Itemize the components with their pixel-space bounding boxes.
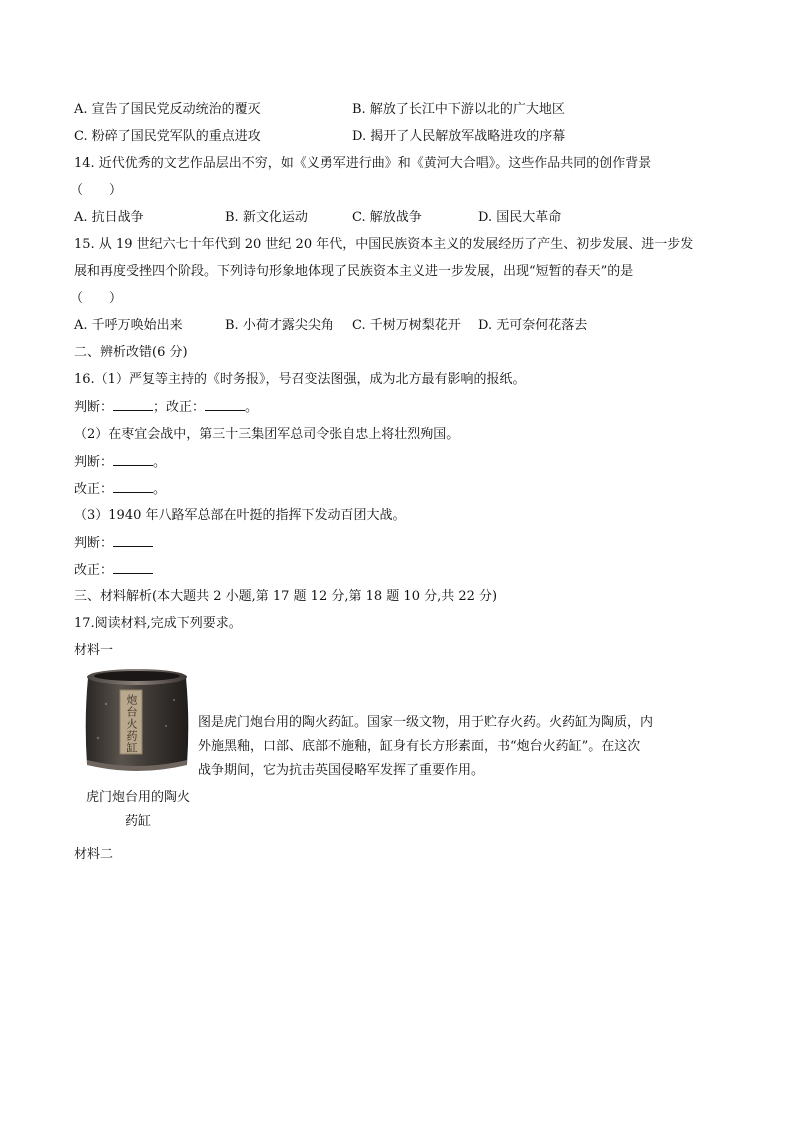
q16-part2-correct-line	[74, 480, 166, 499]
semicolon: ；	[153, 400, 167, 415]
correct-label: 改正：	[74, 482, 114, 497]
correct-label: 改正：	[166, 400, 206, 415]
judge-blank[interactable]	[113, 453, 153, 466]
q15-stem-line1: 15. 从 19 世纪六七十年代到 20 世纪 20 年代，中国民族资本主义的发展经历了产生、初步发展、进一步发	[74, 237, 694, 252]
judge-label: 判断：	[74, 400, 114, 415]
q16-part3-judge-line	[74, 534, 153, 553]
q14-option-c: C. 解放战争	[352, 210, 422, 225]
section3-heading: 三、材料解析(本大题共 2 小题,第 17 题 12 分,第 18 题 10 分,共 22 分)	[74, 589, 498, 604]
q16-part1-answer-line	[74, 398, 258, 417]
judge-blank[interactable]	[113, 534, 153, 547]
judge-label: 判断：	[74, 455, 114, 470]
q16-part2: （2）在枣宜会战中，第三十三集团军总司令张自忠上将壮烈殉国。	[74, 427, 460, 442]
q16-part1: 16.（1）严复等主持的《时务报》，号召变法图强，成为北方最有影响的报纸。	[74, 372, 526, 387]
material1-desc-line2: 外施黑釉，口部、底部不施釉，缸身有长方形素面，书“炮台火药缸”。在这次	[198, 739, 641, 754]
q13-option-d: D. 揭开了人民解放军战略进攻的序幕	[352, 129, 566, 144]
q16-part3: （3）1940 年八路军总部在叶挺的指挥下发动百团大战。	[74, 508, 406, 523]
q13-option-b: B. 解放了长江中下游以北的广大地区	[352, 102, 565, 117]
jar-caption-line2: 药缸	[124, 814, 151, 829]
period: 。	[153, 455, 167, 470]
judge-label: 判断：	[74, 536, 114, 551]
section2-heading: 二、辨析改错(6 分)	[74, 345, 188, 360]
q15-option-a: A. 千呼万唤始出来	[74, 318, 183, 333]
q17-instruction: 17.阅读材料,完成下列要求。	[74, 616, 242, 631]
material1-desc-line1: 图是虎门炮台用的陶火药缸。国家一级文物，用于贮存火药。火药缸为陶质，内	[198, 715, 654, 730]
period: 。	[245, 400, 259, 415]
judge-blank[interactable]	[113, 398, 153, 411]
material1-desc-line3: 战争期间，它为抗击英国侵略军发挥了重要作用。	[198, 763, 485, 778]
period: 。	[153, 482, 167, 497]
correct-blank[interactable]	[205, 398, 245, 411]
q15-option-c: C. 千树万树梨花开	[352, 318, 461, 333]
correct-blank[interactable]	[113, 561, 153, 574]
q15-option-b: B. 小荷才露尖尖角	[225, 318, 334, 333]
q14-option-d: D. 国民大革命	[478, 210, 562, 225]
jar-caption-line1: 虎门炮台用的陶火	[85, 790, 190, 805]
q14-paren: （ ）	[70, 183, 123, 198]
q14-option-b: B. 新文化运动	[225, 210, 308, 225]
material1-label: 材料一	[74, 643, 114, 658]
q14-stem: 14. 近代优秀的文艺作品层出不穷，如《义勇军进行曲》和《黄河大合唱》。这些作品共同的创作背景	[74, 156, 652, 171]
q13-option-c: C. 粉碎了国民党军队的重点进攻	[74, 129, 261, 144]
q16-part2-judge-line	[74, 453, 166, 472]
correct-blank[interactable]	[113, 480, 153, 493]
correct-label: 改正：	[74, 563, 114, 578]
jar-label-inscription: 炮台火药缸	[125, 694, 138, 754]
q15-stem-line2: 展和再度受挫四个阶段。下列诗句形象地体现了民族资本主义进一步发展，出现“短暂的春天”的是	[74, 264, 634, 279]
q15-paren: （ ）	[70, 291, 123, 306]
q15-option-d: D. 无可奈何花落去	[478, 318, 588, 333]
q14-option-a: A. 抗日战争	[74, 210, 144, 225]
q16-part3-correct-line	[74, 561, 153, 580]
q13-option-a: A. 宣告了国民党反动统治的覆灭	[74, 102, 261, 117]
material2-label: 材料二	[74, 847, 114, 862]
